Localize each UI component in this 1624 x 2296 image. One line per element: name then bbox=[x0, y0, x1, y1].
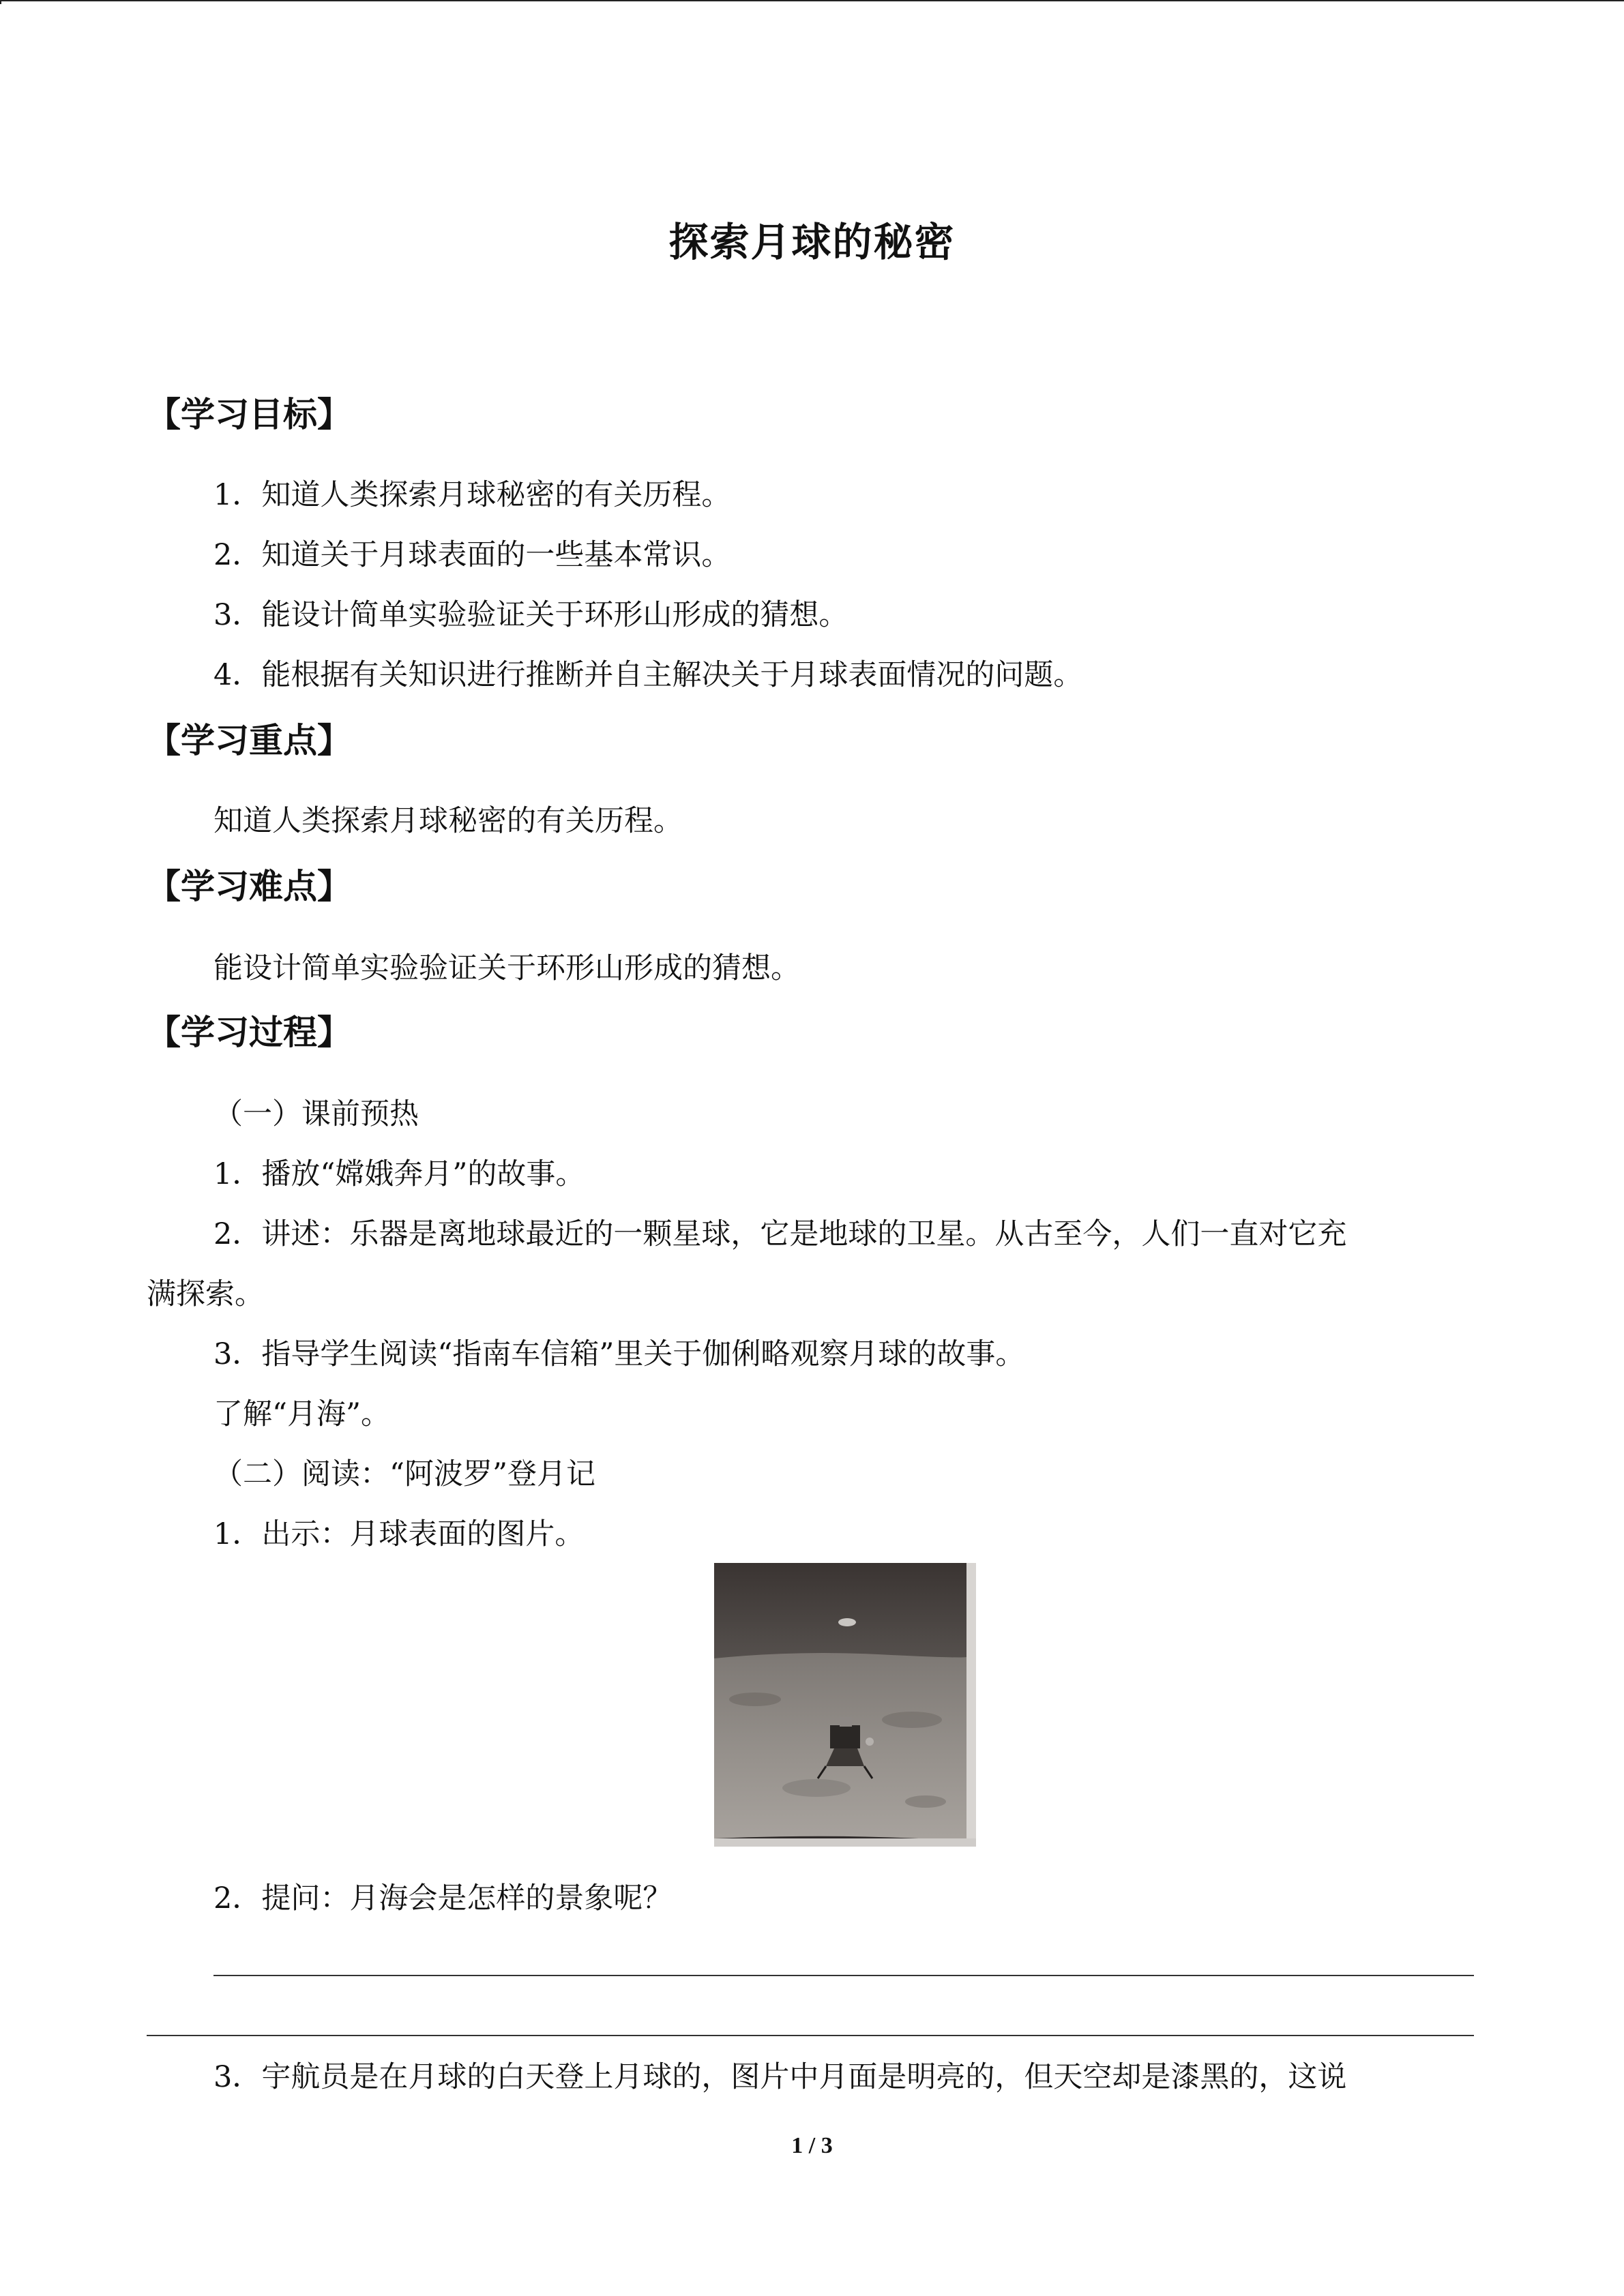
heading-key-points: 【学习重点】 bbox=[147, 721, 351, 760]
process-part1-item3-cont: 了解“月海”。 bbox=[213, 1397, 390, 1431]
heading-difficulties: 【学习难点】 bbox=[147, 867, 351, 906]
process-part1-item2-line1: 2．讲述：乐器是离地球最近的一颗星球，它是地球的卫星。从古至今，人们一直对它充 bbox=[213, 1217, 1347, 1251]
objective-item-4: 4．能根据有关知识进行推断并自主解决关于月球表面情况的问题。 bbox=[213, 658, 1083, 692]
process-part1-item3: 3．指导学生阅读“指南车信箱”里关于伽俐略观察月球的故事。 bbox=[213, 1337, 1025, 1371]
objective-item-1: 1．知道人类探索月球秘密的有关历程。 bbox=[213, 478, 731, 512]
process-part2-item2: 2．提问：月海会是怎样的景象呢？ bbox=[213, 1881, 673, 1915]
process-part2-title: （二）阅读：“阿波罗”登月记 bbox=[213, 1457, 595, 1491]
page-top-border bbox=[0, 0, 1624, 4]
document-title: 探索月球的秘密 bbox=[668, 219, 956, 265]
process-part1-item2-line2: 满探索。 bbox=[147, 1277, 264, 1311]
difficulties-text: 能设计简单实验验证关于环形山形成的猜想。 bbox=[213, 951, 800, 985]
heading-objectives: 【学习目标】 bbox=[147, 395, 351, 434]
page-number: 1 / 3 bbox=[791, 2133, 833, 2158]
objective-item-3: 3．能设计简单实验验证关于环形山形成的猜想。 bbox=[213, 598, 848, 632]
heading-process: 【学习过程】 bbox=[147, 1013, 351, 1052]
process-part1-title: （一）课前预热 bbox=[213, 1097, 419, 1131]
moon-surface-photo bbox=[714, 1563, 976, 1847]
answer-line-1 bbox=[213, 1975, 1474, 1976]
process-part2-item3: 3．宇航员是在月球的白天登上月球的，图片中月面是明亮的，但天空却是漆黑的，这说 bbox=[213, 2060, 1347, 2094]
key-points-text: 知道人类探索月球秘密的有关历程。 bbox=[213, 804, 683, 838]
objective-item-2: 2．知道关于月球表面的一些基本常识。 bbox=[213, 538, 731, 572]
process-part1-item1: 1．播放“嫦娥奔月”的故事。 bbox=[213, 1157, 585, 1191]
process-part2-item1: 1．出示：月球表面的图片。 bbox=[213, 1517, 585, 1551]
answer-line-2 bbox=[147, 2035, 1474, 2036]
